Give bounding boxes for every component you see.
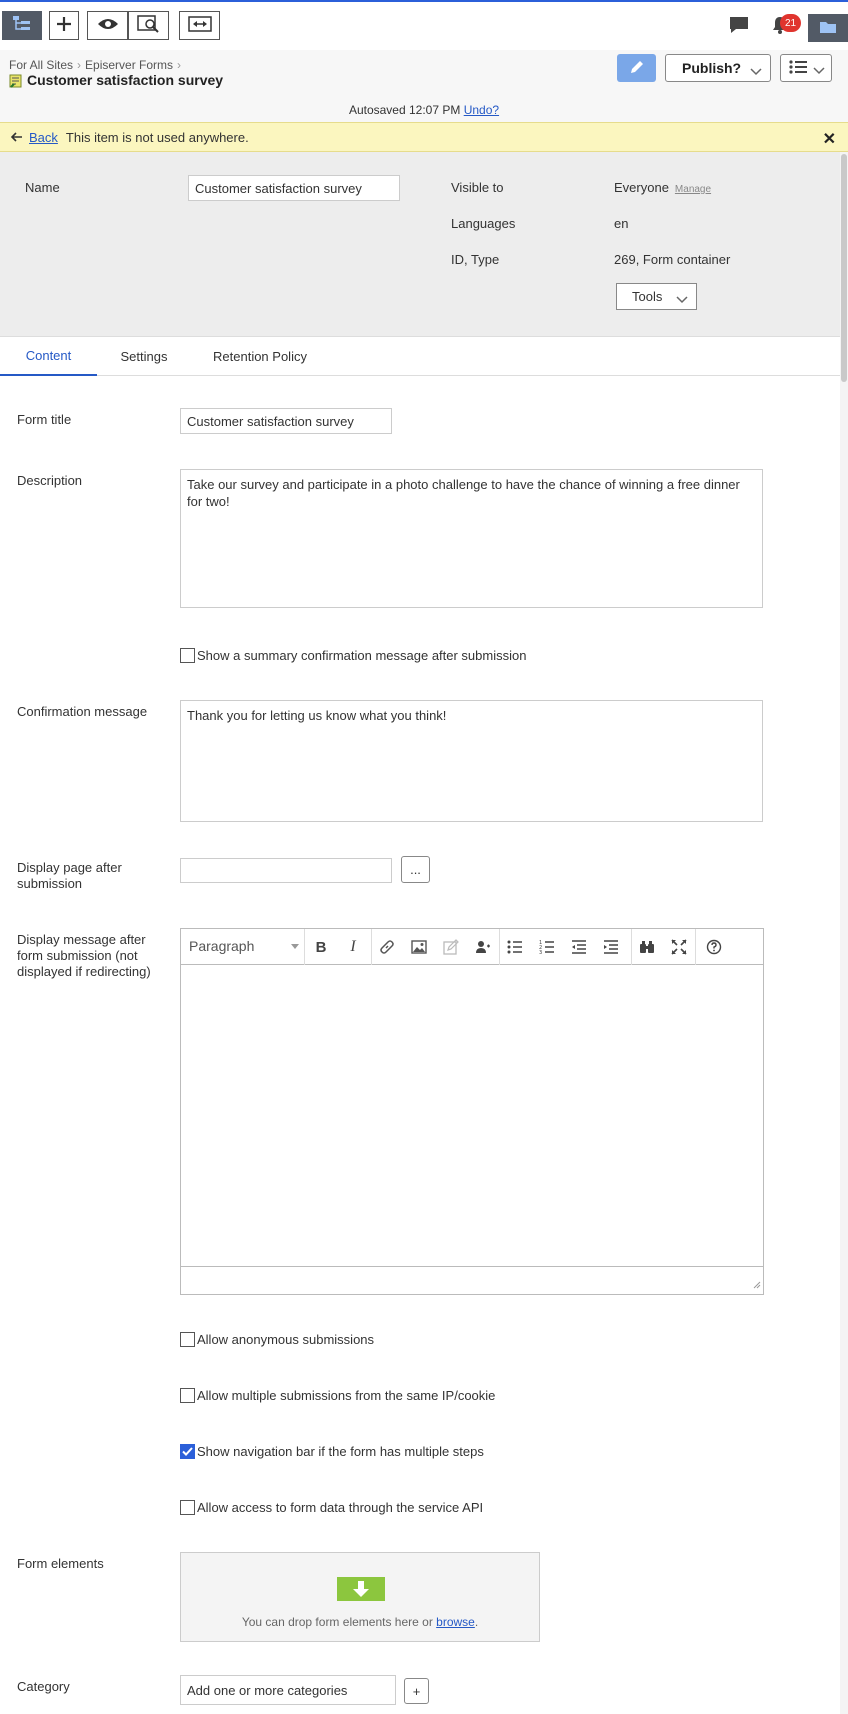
editor-toolbar: [181, 929, 763, 965]
preview-icon: [97, 17, 119, 34]
preview-button[interactable]: [87, 11, 128, 40]
folder-icon: [819, 20, 837, 37]
resize-handle-icon[interactable]: [751, 1277, 761, 1292]
service-api-checkbox[interactable]: [180, 1500, 195, 1515]
languages-value: en: [614, 216, 629, 231]
multiple-submissions-checkbox-row[interactable]: [180, 1388, 495, 1403]
svg-text:3: 3: [539, 950, 543, 954]
edit-button[interactable]: [617, 54, 656, 82]
navigation-pane-button[interactable]: [2, 11, 42, 40]
dropzone-period: .: [474, 1615, 479, 1629]
form-elements-dropzone[interactable]: [180, 1552, 540, 1642]
tools-label: Tools: [632, 289, 663, 304]
personalize-icon[interactable]: [472, 937, 494, 957]
description-label: Description: [17, 473, 83, 488]
toolbar-divider: [631, 929, 632, 965]
publish-label: Publish?: [682, 60, 742, 76]
toolbar-divider: [304, 929, 305, 965]
navigation-pane-icon: [12, 15, 32, 36]
back-link[interactable]: Back: [29, 129, 58, 145]
view-settings-button[interactable]: [128, 11, 169, 40]
toolbar-divider: [499, 929, 500, 965]
breadcrumb-item[interactable]: Episerver Forms: [85, 58, 174, 72]
tab-bar: [0, 337, 840, 376]
scrollbar[interactable]: [840, 152, 848, 1714]
svg-text:1: 1: [539, 940, 543, 946]
numbered-list-icon[interactable]: [536, 937, 558, 957]
add-icon: [56, 16, 72, 35]
chevron-down-icon: [676, 292, 688, 307]
breadcrumb: [9, 58, 181, 72]
anonymous-checkbox-label: Allow anonymous submissions: [197, 1332, 375, 1347]
display-page-input[interactable]: [180, 858, 392, 883]
autosave-status: [0, 103, 848, 117]
pencil-icon: [629, 59, 645, 78]
multiple-submissions-checkbox[interactable]: [180, 1388, 195, 1403]
anonymous-checkbox[interactable]: [180, 1332, 195, 1347]
list-icon: [789, 59, 809, 78]
breadcrumb-item[interactable]: For All Sites: [9, 58, 74, 72]
arrow-down-icon: [337, 1577, 385, 1601]
name-input[interactable]: [188, 175, 400, 201]
add-category-button[interactable]: +: [404, 1678, 429, 1704]
undo-link[interactable]: Undo?: [463, 103, 500, 117]
chevron-right-icon: ›: [77, 58, 82, 72]
category-label: Category: [17, 1679, 70, 1694]
close-icon[interactable]: ✕: [822, 131, 836, 148]
toolbar-divider: [371, 929, 372, 965]
tab-content[interactable]: Content: [0, 337, 97, 376]
compare-icon: [188, 16, 212, 35]
notification-count-badge: 21: [780, 14, 801, 32]
service-api-checkbox-row[interactable]: [180, 1500, 483, 1515]
form-title-label: Form title: [17, 412, 72, 427]
id-type-value: 269, Form container: [614, 252, 731, 267]
fullscreen-icon[interactable]: [668, 937, 690, 957]
check-icon: [182, 1447, 193, 1456]
service-api-checkbox-label: Allow access to form data through the service API: [197, 1500, 484, 1515]
find-icon[interactable]: [636, 937, 658, 957]
dropzone-message: [181, 1615, 539, 1629]
navigation-bar-checkbox-label: Show navigation bar if the form has multiple steps: [197, 1444, 484, 1459]
display-page-label: Display page after submission: [17, 860, 122, 891]
assets-pane-button[interactable]: [808, 14, 848, 42]
global-toolbar: [0, 2, 848, 50]
indent-icon[interactable]: [600, 937, 622, 957]
form-icon: [9, 74, 23, 91]
format-dropdown[interactable]: [189, 938, 299, 954]
view-settings-icon: [137, 15, 161, 36]
publish-button[interactable]: [665, 54, 771, 82]
arrow-left-icon: [11, 132, 23, 142]
edit-image-icon[interactable]: [440, 937, 462, 957]
dropzone-text: You can drop form elements here or: [241, 1615, 433, 1629]
properties-panel: [0, 152, 840, 337]
visible-to-value-row: [614, 180, 711, 195]
help-icon[interactable]: [703, 937, 725, 957]
page-title: Customer satisfaction survey: [27, 72, 224, 88]
editor-statusbar: [181, 1266, 763, 1294]
manage-link[interactable]: Manage: [674, 184, 712, 195]
visible-to-value: Everyone: [614, 180, 669, 195]
id-type-label: ID, Type: [451, 252, 500, 267]
notice-text: This item is not used anywhere.: [65, 129, 249, 145]
browse-link[interactable]: browse: [436, 1615, 475, 1629]
toolbar-divider: [695, 929, 696, 965]
name-label: Name: [25, 180, 60, 195]
format-value: Paragraph: [189, 938, 255, 954]
tools-dropdown[interactable]: [616, 283, 697, 310]
summary-checkbox[interactable]: [180, 648, 195, 663]
languages-label: Languages: [451, 216, 516, 231]
content-header: [0, 50, 848, 122]
chevron-down-icon: [750, 63, 762, 79]
comment-button[interactable]: [728, 15, 750, 38]
chevron-right-icon: ›: [177, 58, 182, 72]
anonymous-checkbox-row[interactable]: [180, 1332, 374, 1347]
chevron-down-icon: [813, 63, 825, 78]
outdent-icon[interactable]: [568, 937, 590, 957]
italic-icon[interactable]: I: [350, 938, 356, 955]
browse-page-button[interactable]: ...: [401, 856, 430, 883]
form-title-input[interactable]: [180, 408, 392, 434]
navigation-bar-checkbox[interactable]: [180, 1444, 195, 1459]
display-message-label: Display message after form submission (not displayed if redirecting): [17, 932, 151, 979]
visible-to-label: Visible to: [451, 180, 504, 195]
tab-settings[interactable]: Settings: [120, 349, 168, 364]
editor-body[interactable]: [181, 966, 763, 1266]
svg-text:2: 2: [539, 945, 543, 951]
caret-down-icon: [291, 944, 299, 949]
multiple-submissions-checkbox-label: Allow multiple submissions from the same IP/cookie: [197, 1388, 496, 1403]
add-button[interactable]: [49, 11, 79, 40]
link-icon[interactable]: [376, 937, 398, 957]
summary-checkbox-row[interactable]: [180, 648, 526, 663]
bullet-list-icon[interactable]: [504, 937, 526, 957]
page-options-button[interactable]: [780, 54, 832, 82]
summary-checkbox-label: Show a summary confirmation message after submission: [197, 648, 527, 663]
navigation-bar-checkbox-row[interactable]: [180, 1444, 484, 1459]
comment-icon: [728, 15, 750, 38]
image-icon[interactable]: [408, 937, 430, 957]
confirmation-message-label: Confirmation message: [17, 704, 148, 719]
tab-retention-policy[interactable]: Retention Policy: [213, 349, 307, 364]
autosave-text: Autosaved 12:07 PM: [348, 103, 461, 117]
compare-button[interactable]: [179, 11, 220, 40]
description-textarea[interactable]: Take our survey and participate in a photo challenge to have the chance of winning a free dinner for two!: [180, 469, 763, 608]
rich-text-editor: [180, 928, 764, 1295]
form-elements-label: Form elements: [17, 1556, 104, 1571]
usage-notice-bar: [0, 122, 848, 152]
scrollbar-thumb[interactable]: [841, 154, 847, 382]
confirmation-message-textarea[interactable]: Thank you for letting us know what you think!: [180, 700, 763, 822]
category-input[interactable]: Add one or more categories: [180, 1675, 396, 1705]
bold-icon[interactable]: B: [315, 938, 327, 956]
